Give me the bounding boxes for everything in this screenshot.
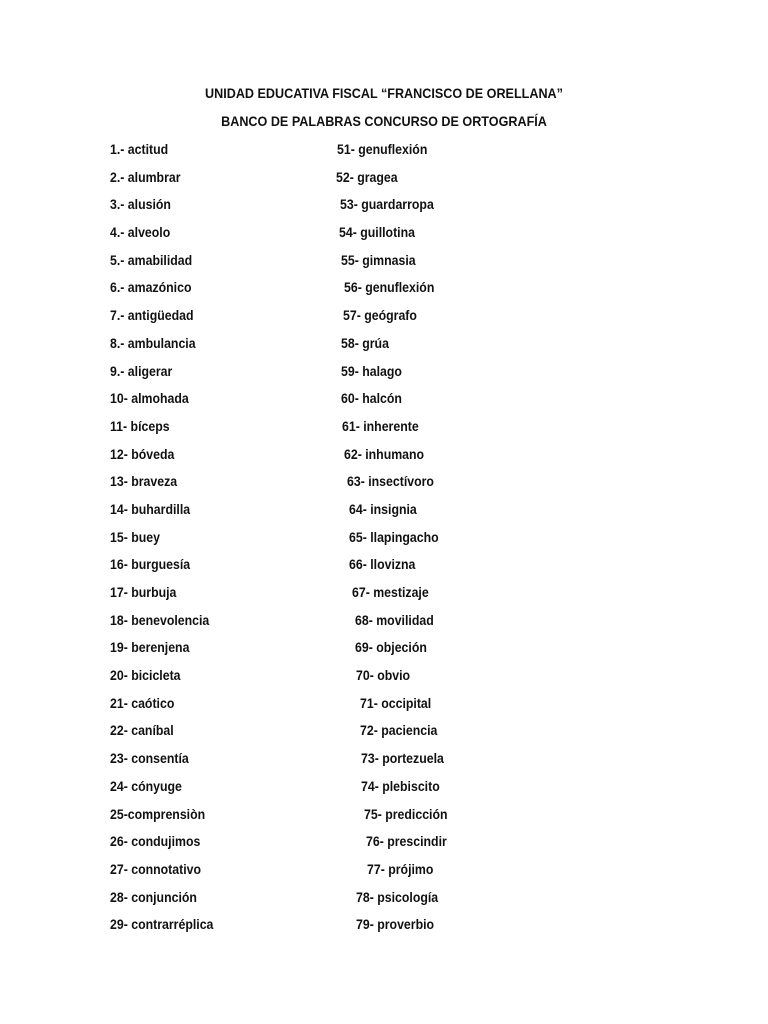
word-entry-left: 29- contrarréplica <box>110 916 214 933</box>
word-bank-heading: BANCO DE PALABRAS CONCURSO DE ORTOGRAFÍA <box>221 113 547 129</box>
word-row <box>0 472 768 500</box>
word-entry-left: 19- berenjena <box>110 639 190 656</box>
word-entry-right: 79- proverbio <box>356 916 435 933</box>
word-row <box>0 694 768 722</box>
word-entry-left: 10- almohada <box>110 390 189 407</box>
word-entry-right: 55- gimnasia <box>341 251 416 268</box>
word-entry-left: 11- bíceps <box>110 417 170 434</box>
word-row <box>0 860 768 888</box>
word-row <box>0 583 768 611</box>
word-row <box>0 140 768 168</box>
word-entry-left: 1.- actitud <box>110 141 169 157</box>
word-entry-left: 12- bóveda <box>110 445 175 462</box>
word-entry-right: 72- paciencia <box>360 722 438 739</box>
word-row <box>0 389 768 417</box>
word-entry-left: 25-comprensiòn <box>110 805 206 822</box>
word-row <box>0 417 768 445</box>
word-row <box>0 168 768 196</box>
word-entry-left: 27- connotativo <box>110 860 202 877</box>
word-entry-right: 63- insectívoro <box>347 473 434 490</box>
word-row <box>0 500 768 528</box>
word-entry-left: 9.- aligerar <box>110 362 173 379</box>
word-entry-left: 15- buey <box>110 528 160 545</box>
word-list <box>0 140 768 943</box>
word-row <box>0 306 768 334</box>
word-row <box>0 223 768 251</box>
word-entry-right: 78- psicología <box>356 888 439 905</box>
word-entry-right: 68- movilidad <box>355 611 434 628</box>
word-entry-left: 13- braveza <box>110 473 178 490</box>
word-entry-right: 67- mestizaje <box>352 584 429 600</box>
word-entry-right: 53- guardarropa <box>340 196 434 213</box>
school-name-heading: UNIDAD EDUCATIVA FISCAL “FRANCISCO DE ORELLANA” <box>205 85 563 101</box>
word-entry-left: 3.- alusión <box>110 196 171 213</box>
word-row <box>0 611 768 639</box>
word-entry-left: 4.- alveolo <box>110 224 171 241</box>
word-entry-right: 77- prójimo <box>367 860 434 877</box>
word-entry-left: 5.- amabilidad <box>110 251 193 268</box>
word-entry-left: 24- cónyuge <box>110 777 182 794</box>
word-entry-right: 58- grúa <box>341 334 389 351</box>
word-row <box>0 777 768 805</box>
word-entry-right: 61- inherente <box>342 417 419 434</box>
word-entry-right: 51- genuflexión <box>337 141 428 157</box>
word-entry-right: 66- llovizna <box>349 556 416 573</box>
word-row <box>0 638 768 666</box>
word-row <box>0 555 768 583</box>
word-row <box>0 334 768 362</box>
word-entry-right: 52- gragea <box>336 168 398 185</box>
word-entry-left: 14- buhardilla <box>110 500 191 517</box>
word-row <box>0 445 768 473</box>
word-row <box>0 721 768 749</box>
word-entry-right: 74- plebiscito <box>361 777 440 794</box>
word-entry-right: 71- occipital <box>360 694 432 711</box>
word-row <box>0 666 768 694</box>
word-entry-right: 54- guillotina <box>339 224 415 241</box>
word-entry-left: 21- caótico <box>110 694 175 711</box>
word-entry-left: 23- consentía <box>110 750 189 767</box>
word-entry-left: 26- condujimos <box>110 833 201 850</box>
word-row <box>0 915 768 943</box>
word-entry-left: 2.- alumbrar <box>110 168 181 185</box>
word-entry-left: 7.- antigüedad <box>110 307 194 324</box>
word-row <box>0 805 768 833</box>
word-entry-left: 22- caníbal <box>110 722 174 739</box>
word-row <box>0 251 768 279</box>
word-row <box>0 195 768 223</box>
word-entry-left: 6.- amazónico <box>110 279 192 296</box>
word-entry-left: 16- burguesía <box>110 556 191 573</box>
word-entry-left: 17- burbuja <box>110 584 177 600</box>
word-entry-left: 8.- ambulancia <box>110 334 196 351</box>
word-row <box>0 888 768 916</box>
word-entry-left: 18- benevolencia <box>110 611 210 628</box>
word-row <box>0 278 768 306</box>
word-entry-right: 57- geógrafo <box>343 307 417 324</box>
word-row <box>0 528 768 556</box>
word-entry-right: 56- genuflexión <box>344 279 435 296</box>
word-entry-right: 69- objeción <box>355 639 427 656</box>
word-entry-right: 59- halago <box>341 362 402 379</box>
word-entry-left: 20- bicicleta <box>110 667 181 684</box>
word-row <box>0 749 768 777</box>
word-entry-right: 64- insignia <box>349 500 417 517</box>
word-entry-right: 70- obvio <box>356 667 411 684</box>
word-entry-right: 60- halcón <box>341 390 402 407</box>
word-entry-right: 76- prescindir <box>366 833 447 850</box>
word-entry-right: 62- inhumano <box>344 445 425 462</box>
word-entry-left: 28- conjunción <box>110 888 197 905</box>
word-entry-right: 65- llapingacho <box>349 528 439 545</box>
word-entry-right: 75- predicción <box>364 805 448 822</box>
word-entry-right: 73- portezuela <box>361 750 444 767</box>
word-row <box>0 832 768 860</box>
word-row <box>0 362 768 390</box>
